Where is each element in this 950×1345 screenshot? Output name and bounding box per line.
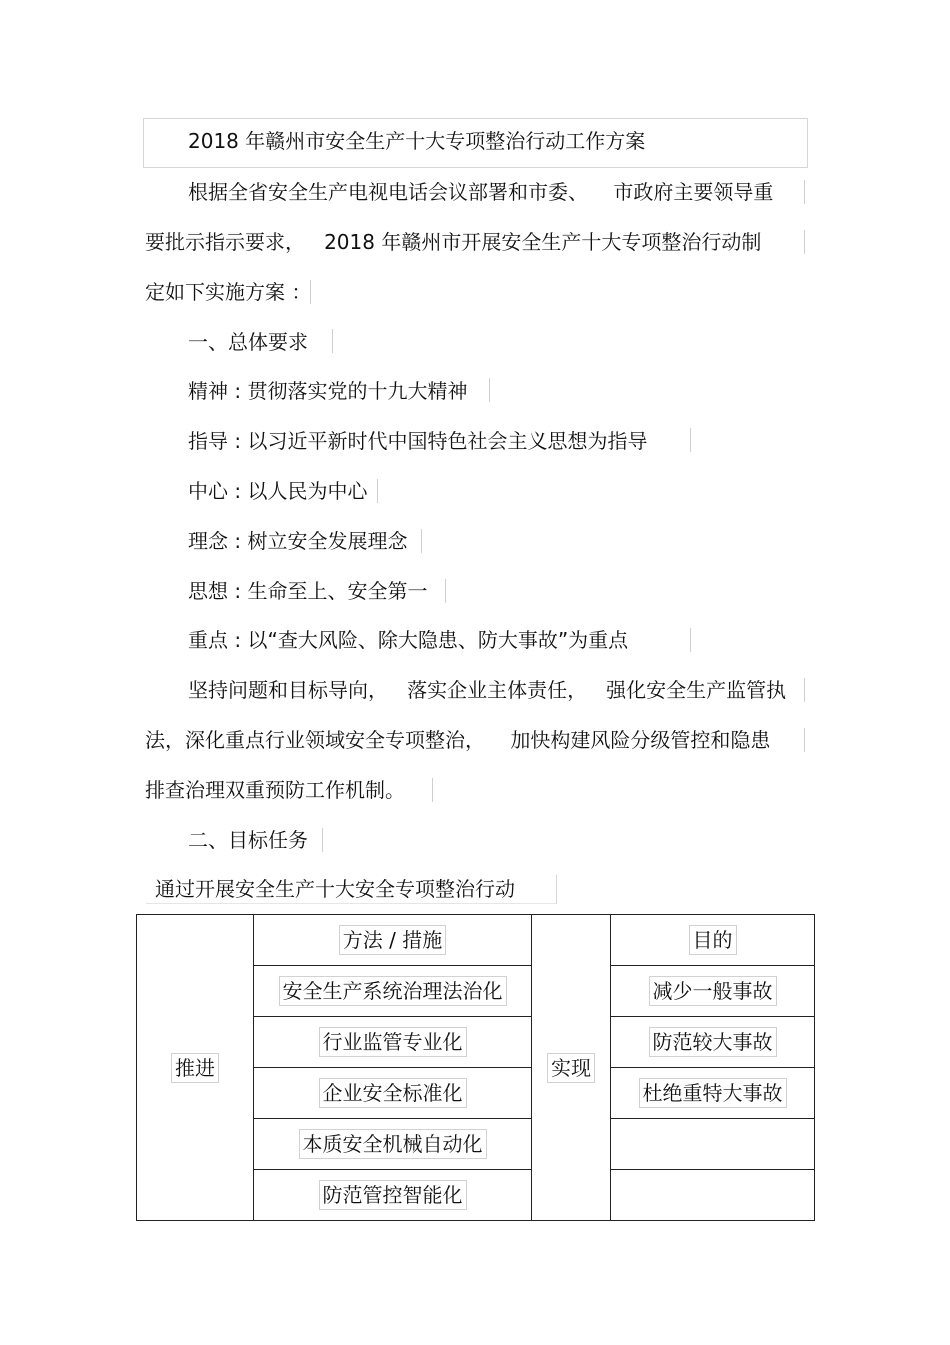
body-line-1: 坚持问题和目标导向， 落实企业主体责任， 强化安全生产监管执 bbox=[188, 678, 787, 702]
goals-header-cell bbox=[611, 915, 815, 966]
method-text: 企业安全标准化 bbox=[319, 1078, 467, 1108]
table-row bbox=[137, 915, 815, 966]
left-label-cell bbox=[137, 915, 254, 1221]
method-text: 本质安全机械自动化 bbox=[299, 1129, 487, 1159]
goal-text: 减少一般事故 bbox=[649, 976, 777, 1006]
requirement-item: 理念 : 树立安全发展理念 bbox=[188, 529, 408, 553]
method-text: 行业监管专业化 bbox=[319, 1027, 467, 1057]
goal-cell bbox=[611, 966, 815, 1017]
intro-line-3: 定如下实施方案 ： bbox=[145, 280, 312, 304]
intro-line-1: 根据全省安全生产电视电话会议部署和市委、 市政府主要领导重 bbox=[188, 180, 774, 204]
methods-header-cell bbox=[254, 915, 532, 966]
method-cell bbox=[254, 1068, 532, 1119]
document-title: 2018 年赣州市安全生产十大专项整治行动工作方案 bbox=[188, 129, 646, 153]
method-cell bbox=[254, 966, 532, 1017]
line-mark bbox=[421, 529, 422, 553]
body-line-2: 法，深化重点行业领域安全专项整治， 加快构建风险分级管控和隐患 bbox=[145, 728, 771, 752]
line-mark bbox=[432, 778, 433, 802]
requirement-item: 指导 : 以习近平新时代中国特色社会主义思想为指导 bbox=[188, 429, 648, 453]
table-caption: 通过开展安全生产十大安全专项整治行动 bbox=[155, 877, 515, 901]
methods-header: 方法 / 措施 bbox=[339, 925, 446, 955]
goal-cell bbox=[611, 1017, 815, 1068]
line-mark bbox=[377, 479, 378, 503]
requirement-item: 思想 : 生命至上、安全第一 bbox=[188, 579, 428, 603]
method-cell bbox=[254, 1170, 532, 1221]
method-cell bbox=[254, 1017, 532, 1068]
goals-header: 目的 bbox=[689, 925, 737, 955]
method-cell bbox=[254, 1119, 532, 1170]
requirement-item: 精神 : 贯彻落实党的十九大精神 bbox=[188, 379, 468, 403]
goal-cell bbox=[611, 1068, 815, 1119]
goal-cell-empty bbox=[611, 1170, 815, 1221]
line-mark bbox=[489, 378, 490, 402]
line-mark bbox=[804, 728, 805, 752]
left-label: 推进 bbox=[171, 1053, 219, 1083]
intro-line-2: 要批示指示要求， 2018 年赣州市开展安全生产十大专项整治行动制 bbox=[145, 230, 762, 254]
goal-text: 杜绝重特大事故 bbox=[639, 1078, 787, 1108]
line-mark bbox=[690, 628, 691, 652]
method-text: 防范管控智能化 bbox=[319, 1180, 467, 1210]
line-mark bbox=[445, 579, 446, 603]
middle-label-cell bbox=[532, 915, 611, 1221]
section-heading-2: 二、目标任务 bbox=[188, 828, 308, 852]
requirement-item: 重点 : 以“查大风险、除大隐患、防大事故”为重点 bbox=[188, 628, 629, 652]
requirement-item: 中心 : 以人民为中心 bbox=[188, 479, 368, 503]
line-mark bbox=[332, 329, 333, 353]
goals-table bbox=[136, 914, 815, 1221]
goal-text: 防范较大事故 bbox=[649, 1027, 777, 1057]
body-line-3: 排查治理双重预防工作机制。 bbox=[145, 778, 405, 802]
section-heading-1: 一、总体要求 bbox=[188, 330, 308, 354]
middle-label: 实现 bbox=[547, 1053, 595, 1083]
method-text: 安全生产系统治理法治化 bbox=[279, 976, 507, 1006]
line-mark bbox=[804, 230, 805, 254]
line-mark bbox=[690, 428, 691, 452]
line-mark bbox=[804, 678, 805, 702]
line-mark bbox=[804, 180, 805, 204]
goal-cell-empty bbox=[611, 1119, 815, 1170]
line-mark bbox=[322, 828, 323, 852]
